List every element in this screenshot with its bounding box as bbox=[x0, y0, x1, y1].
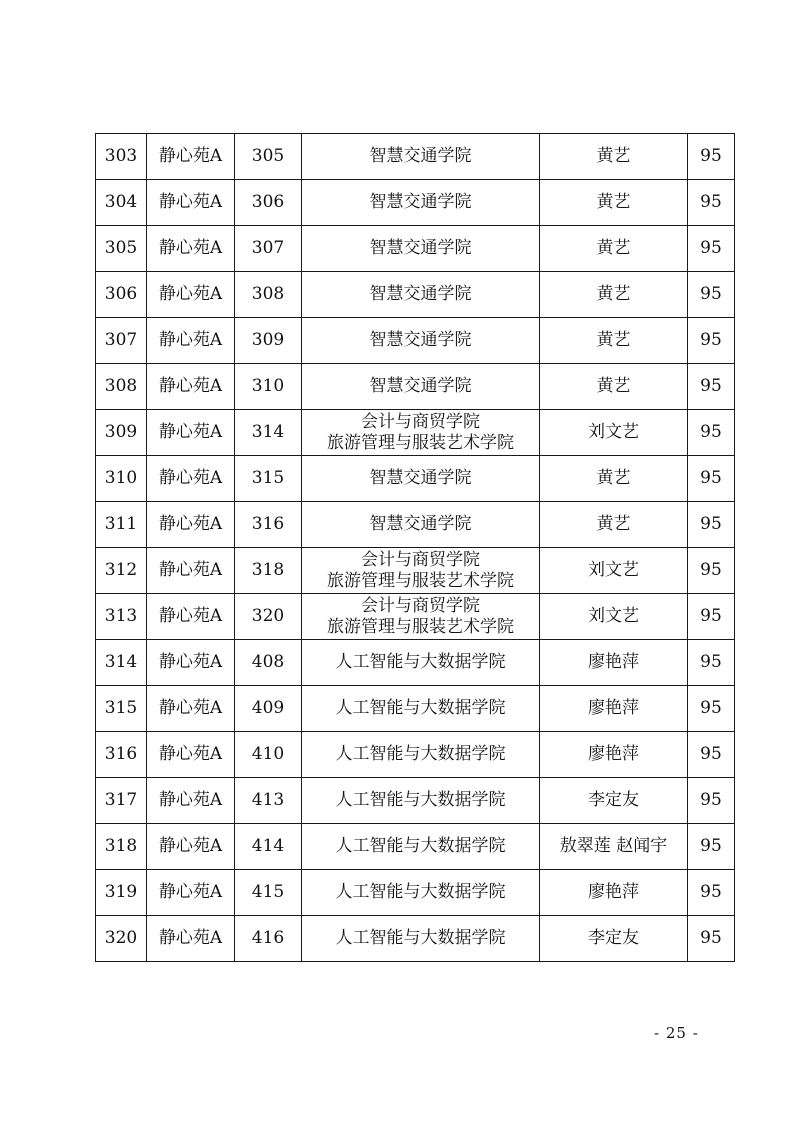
college-cell bbox=[302, 502, 540, 548]
table-row bbox=[96, 778, 735, 824]
college-line: 人工智能与大数据学院 bbox=[335, 790, 506, 810]
name-cell: 黄艺 bbox=[540, 456, 688, 502]
row-number-cell: 311 bbox=[96, 502, 147, 548]
building-cell: 静心苑A bbox=[147, 594, 235, 640]
building-cell: 静心苑A bbox=[147, 180, 235, 226]
college-cell bbox=[302, 732, 540, 778]
table-row bbox=[96, 180, 735, 226]
room-cell: 307 bbox=[235, 226, 302, 272]
score-cell: 95 bbox=[688, 180, 735, 226]
building-cell: 静心苑A bbox=[147, 640, 235, 686]
score-cell: 95 bbox=[688, 456, 735, 502]
college-line: 智慧交通学院 bbox=[369, 146, 472, 166]
building-cell: 静心苑A bbox=[147, 226, 235, 272]
row-number-cell: 305 bbox=[96, 226, 147, 272]
room-cell: 320 bbox=[235, 594, 302, 640]
college-line: 人工智能与大数据学院 bbox=[335, 744, 506, 764]
college-line: 智慧交通学院 bbox=[369, 192, 472, 212]
row-number-cell: 304 bbox=[96, 180, 147, 226]
college-cell bbox=[302, 272, 540, 318]
name-cell: 敖翠莲 赵闻宇 bbox=[540, 824, 688, 870]
room-cell: 306 bbox=[235, 180, 302, 226]
college-cell bbox=[302, 778, 540, 824]
row-number-cell: 320 bbox=[96, 916, 147, 962]
row-number-cell: 313 bbox=[96, 594, 147, 640]
building-cell: 静心苑A bbox=[147, 916, 235, 962]
college-line: 智慧交通学院 bbox=[369, 330, 472, 350]
table-row bbox=[96, 594, 735, 640]
college-cell bbox=[302, 318, 540, 364]
name-cell: 黄艺 bbox=[540, 134, 688, 180]
college-line: 会计与商贸学院 bbox=[361, 595, 480, 616]
college-line: 智慧交通学院 bbox=[369, 238, 472, 258]
college-cell bbox=[302, 134, 540, 180]
college-cell bbox=[302, 870, 540, 916]
building-cell: 静心苑A bbox=[147, 134, 235, 180]
college-line: 人工智能与大数据学院 bbox=[335, 836, 506, 856]
score-cell: 95 bbox=[688, 410, 735, 456]
name-cell: 李定友 bbox=[540, 916, 688, 962]
table-row bbox=[96, 318, 735, 364]
college-cell bbox=[302, 226, 540, 272]
college-line: 会计与商贸学院 bbox=[361, 549, 480, 570]
college-cell bbox=[302, 410, 540, 456]
table-row bbox=[96, 364, 735, 410]
score-cell: 95 bbox=[688, 548, 735, 594]
row-number-cell: 303 bbox=[96, 134, 147, 180]
name-cell: 黄艺 bbox=[540, 226, 688, 272]
table-row bbox=[96, 226, 735, 272]
table-row bbox=[96, 640, 735, 686]
name-cell: 廖艳萍 bbox=[540, 686, 688, 732]
room-cell: 416 bbox=[235, 916, 302, 962]
building-cell: 静心苑A bbox=[147, 686, 235, 732]
name-cell: 廖艳萍 bbox=[540, 640, 688, 686]
row-number-cell: 315 bbox=[96, 686, 147, 732]
college-line: 会计与商贸学院 bbox=[361, 411, 480, 432]
row-number-cell: 310 bbox=[96, 456, 147, 502]
room-cell: 318 bbox=[235, 548, 302, 594]
room-cell: 413 bbox=[235, 778, 302, 824]
table-row bbox=[96, 410, 735, 456]
row-number-cell: 309 bbox=[96, 410, 147, 456]
table-row bbox=[96, 870, 735, 916]
room-cell: 309 bbox=[235, 318, 302, 364]
building-cell: 静心苑A bbox=[147, 778, 235, 824]
college-line: 智慧交通学院 bbox=[369, 468, 472, 488]
score-cell: 95 bbox=[688, 686, 735, 732]
building-cell: 静心苑A bbox=[147, 548, 235, 594]
college-line: 人工智能与大数据学院 bbox=[335, 882, 506, 902]
college-line: 人工智能与大数据学院 bbox=[335, 698, 506, 718]
building-cell: 静心苑A bbox=[147, 870, 235, 916]
college-cell bbox=[302, 364, 540, 410]
row-number-cell: 312 bbox=[96, 548, 147, 594]
college-cell bbox=[302, 640, 540, 686]
building-cell: 静心苑A bbox=[147, 824, 235, 870]
name-cell: 廖艳萍 bbox=[540, 732, 688, 778]
college-line: 旅游管理与服装艺术学院 bbox=[327, 570, 514, 591]
building-cell: 静心苑A bbox=[147, 732, 235, 778]
page-number: - 25 - bbox=[654, 1024, 699, 1042]
dormitory-score-table bbox=[95, 133, 735, 962]
table-row bbox=[96, 548, 735, 594]
college-cell bbox=[302, 594, 540, 640]
building-cell: 静心苑A bbox=[147, 456, 235, 502]
table-body bbox=[96, 134, 735, 962]
college-line: 智慧交通学院 bbox=[369, 514, 472, 534]
score-cell: 95 bbox=[688, 870, 735, 916]
row-number-cell: 307 bbox=[96, 318, 147, 364]
room-cell: 408 bbox=[235, 640, 302, 686]
building-cell: 静心苑A bbox=[147, 318, 235, 364]
score-cell: 95 bbox=[688, 364, 735, 410]
room-cell: 414 bbox=[235, 824, 302, 870]
college-cell bbox=[302, 824, 540, 870]
college-cell bbox=[302, 456, 540, 502]
name-cell: 黄艺 bbox=[540, 180, 688, 226]
row-number-cell: 319 bbox=[96, 870, 147, 916]
room-cell: 308 bbox=[235, 272, 302, 318]
name-cell: 黄艺 bbox=[540, 502, 688, 548]
college-cell bbox=[302, 180, 540, 226]
score-cell: 95 bbox=[688, 134, 735, 180]
row-number-cell: 306 bbox=[96, 272, 147, 318]
row-number-cell: 308 bbox=[96, 364, 147, 410]
table-row bbox=[96, 272, 735, 318]
score-cell: 95 bbox=[688, 318, 735, 364]
college-line: 旅游管理与服装艺术学院 bbox=[327, 432, 514, 453]
row-number-cell: 316 bbox=[96, 732, 147, 778]
row-number-cell: 318 bbox=[96, 824, 147, 870]
college-line: 智慧交通学院 bbox=[369, 284, 472, 304]
table-row bbox=[96, 824, 735, 870]
row-number-cell: 314 bbox=[96, 640, 147, 686]
score-cell: 95 bbox=[688, 640, 735, 686]
room-cell: 409 bbox=[235, 686, 302, 732]
score-cell: 95 bbox=[688, 824, 735, 870]
score-cell: 95 bbox=[688, 916, 735, 962]
room-cell: 310 bbox=[235, 364, 302, 410]
building-cell: 静心苑A bbox=[147, 272, 235, 318]
college-line: 智慧交通学院 bbox=[369, 376, 472, 396]
name-cell: 黄艺 bbox=[540, 272, 688, 318]
score-cell: 95 bbox=[688, 594, 735, 640]
college-cell bbox=[302, 686, 540, 732]
name-cell: 廖艳萍 bbox=[540, 870, 688, 916]
college-line: 旅游管理与服装艺术学院 bbox=[327, 616, 514, 637]
score-cell: 95 bbox=[688, 502, 735, 548]
building-cell: 静心苑A bbox=[147, 502, 235, 548]
table-row bbox=[96, 686, 735, 732]
name-cell: 黄艺 bbox=[540, 318, 688, 364]
name-cell: 刘文艺 bbox=[540, 410, 688, 456]
room-cell: 314 bbox=[235, 410, 302, 456]
name-cell: 刘文艺 bbox=[540, 548, 688, 594]
name-cell: 刘文艺 bbox=[540, 594, 688, 640]
score-cell: 95 bbox=[688, 732, 735, 778]
room-cell: 305 bbox=[235, 134, 302, 180]
row-number-cell: 317 bbox=[96, 778, 147, 824]
college-cell bbox=[302, 548, 540, 594]
room-cell: 410 bbox=[235, 732, 302, 778]
table-row bbox=[96, 134, 735, 180]
building-cell: 静心苑A bbox=[147, 410, 235, 456]
college-line: 人工智能与大数据学院 bbox=[335, 928, 506, 948]
name-cell: 李定友 bbox=[540, 778, 688, 824]
room-cell: 415 bbox=[235, 870, 302, 916]
college-cell bbox=[302, 916, 540, 962]
name-cell: 黄艺 bbox=[540, 364, 688, 410]
score-cell: 95 bbox=[688, 272, 735, 318]
room-cell: 316 bbox=[235, 502, 302, 548]
college-line: 人工智能与大数据学院 bbox=[335, 652, 506, 672]
table-row bbox=[96, 916, 735, 962]
table-row bbox=[96, 502, 735, 548]
score-cell: 95 bbox=[688, 226, 735, 272]
score-cell: 95 bbox=[688, 778, 735, 824]
room-cell: 315 bbox=[235, 456, 302, 502]
table-row bbox=[96, 732, 735, 778]
table-row bbox=[96, 456, 735, 502]
building-cell: 静心苑A bbox=[147, 364, 235, 410]
